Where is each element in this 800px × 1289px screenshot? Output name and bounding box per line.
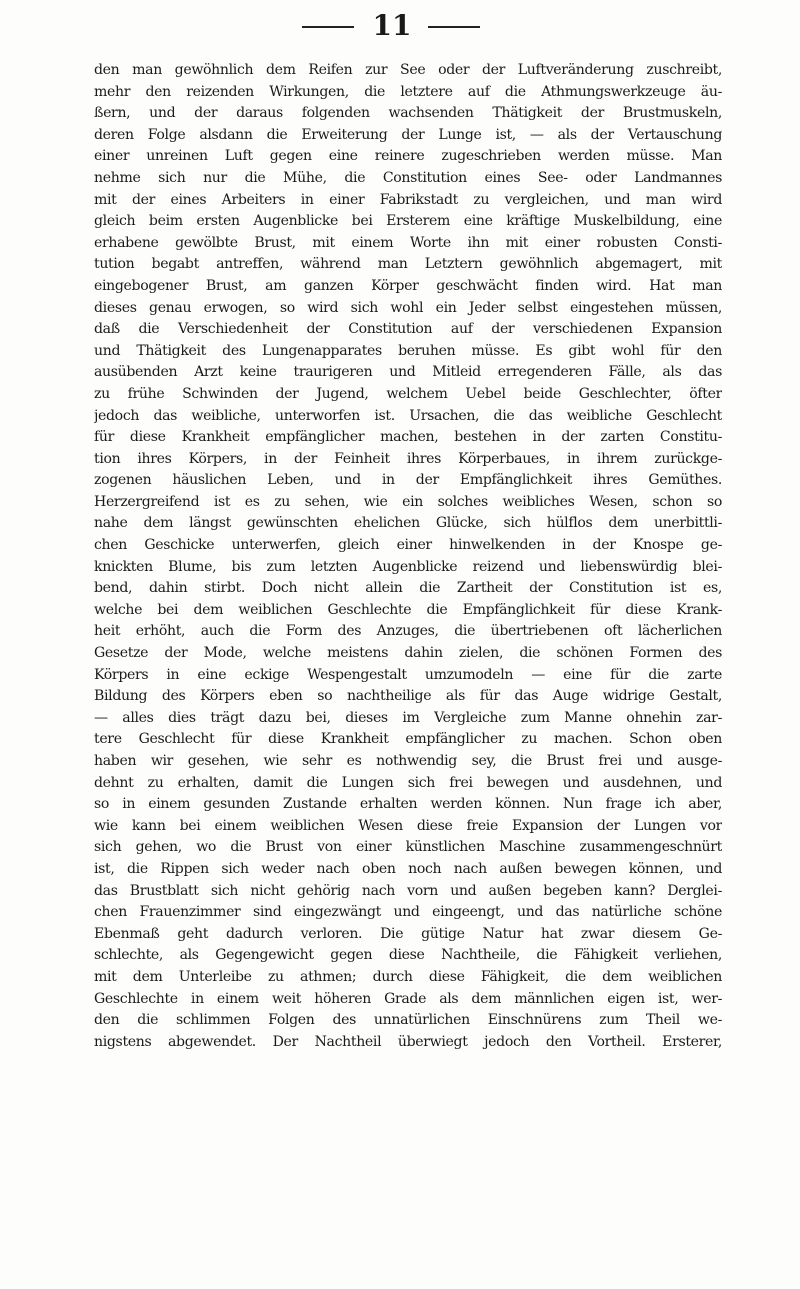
text-line: erhabene gewölbte Brust, mit einem Worte ihn mit einer robusten Consti-: [94, 234, 722, 251]
header-rule-right: [428, 26, 480, 28]
text-line: chen Frauenzimmer sind eingezwängt und eingeengt, und das natürliche schöne: [94, 904, 722, 921]
text-line: sich gehen, wo die Brust von einer künstlichen Maschine zusammengeschnürt: [94, 839, 722, 856]
text-line: Herzergreifend ist es zu sehen, wie ein solches weibliches Wesen, schon so: [94, 493, 722, 510]
text-line: Ebenmaß geht dadurch verloren. Die gütige Natur hat zwar diesem Ge-: [94, 925, 722, 942]
text-line: dehnt zu erhalten, damit die Lungen sich frei bewegen und ausdehnen, und: [94, 774, 722, 791]
text-line: so in einem gesunden Zustande erhalten werden können. Nun frage ich aber,: [94, 796, 722, 813]
text-line: Körpers in eine eckige Wespengestalt umzumodeln — eine für die zarte: [94, 666, 722, 683]
text-line: mehr den reizenden Wirkungen, die letztere auf die Athmungswerkzeuge äu-: [94, 83, 722, 100]
body-text: [94, 60, 722, 1053]
text-line: tion ihres Körpers, in der Feinheit ihres Körperbaues, in ihrem zurückge-: [94, 450, 722, 467]
text-line: schlechte, als Gegengewicht gegen diese Nachtheile, die Fähigkeit verliehen,: [94, 947, 722, 964]
text-line: daß die Verschiedenheit der Constitution auf der verschiedenen Expansion: [94, 321, 722, 338]
text-line: zogenen häuslichen Leben, und in der Empfänglichkeit ihres Gemüthes.: [94, 472, 722, 489]
text-line: für diese Krankheit empfänglicher machen, bestehen in der zarten Constitu-: [94, 429, 722, 446]
text-line: nigstens abgewendet. Der Nachtheil überwiegt jedoch den Vortheil. Ersterer,: [94, 1033, 722, 1050]
text-line: mit der eines Arbeiters in einer Fabrikstadt zu vergleichen, und man wird: [94, 191, 722, 208]
text-line: tere Geschlecht für diese Krankheit empfänglicher zu machen. Schon oben: [94, 731, 722, 748]
text-line: knickten Blume, bis zum letzten Augenblicke reizend und liebenswürdig blei-: [94, 558, 722, 575]
text-line: den man gewöhnlich dem Reifen zur See oder der Luftveränderung zuschreibt,: [94, 62, 722, 78]
text-line: zu frühe Schwinden der Jugend, welchem Uebel beide Geschlechter, öfter: [94, 385, 722, 402]
text-line: und Thätigkeit des Lungenapparates beruhen müsse. Es gibt wohl für den: [94, 342, 722, 359]
text-line: ausübenden Arzt keine traurigeren und Mitleid erregenderen Fälle, als das: [94, 364, 722, 381]
text-line: Gesetze der Mode, welche meistens dahin zielen, die schönen Formen des: [94, 645, 722, 662]
text-line: — alles dies trägt dazu bei, dieses im Vergleiche zum Manne ohnehin zar-: [94, 709, 722, 726]
text-line: dieses genau erwogen, so wird sich wohl ein Jeder selbst eingestehen müssen,: [94, 299, 722, 316]
text-line: tution begabt antreffen, während man Letztern gewöhnlich abgemagert, mit: [94, 256, 722, 273]
text-line: nahe dem längst gewünschten ehelichen Glücke, sich hülflos dem unerbittli-: [94, 515, 722, 532]
text-line: nehme sich nur die Mühe, die Constitution eines See- oder Landmannes: [94, 169, 722, 186]
text-line: das Brustblatt sich nicht gehörig nach vorn und außen begeben kann? Derglei-: [94, 882, 722, 899]
text-line: gleich beim ersten Augenblicke bei Ersterem eine kräftige Muskelbildung, eine: [94, 213, 722, 230]
text-line: Bildung des Körpers eben so nachtheilige als für das Auge widrige Gestalt,: [94, 688, 722, 705]
text-line: Geschlechte in einem weit höheren Grade als dem männlichen eigen ist, wer-: [94, 990, 722, 1007]
text-line: ßern, und der daraus folgenden wachsenden Thätigkeit der Brustmuskeln,: [94, 105, 722, 122]
text-line: heit erhöht, auch die Form des Anzuges, die übertriebenen oft lächerlichen: [94, 623, 722, 640]
page-header: [0, 4, 800, 50]
text-line: einer unreinen Luft gegen eine reinere zugeschrieben werden müsse. Man: [94, 148, 722, 165]
text-line: haben wir gesehen, wie sehr es nothwendig sey, die Brust frei und ausge-: [94, 753, 722, 769]
text-line: mit dem Unterleibe zu athmen; durch diese Fähigkeit, die dem weiblichen: [94, 968, 722, 985]
text-line: wie kann bei einem weiblichen Wesen diese freie Expansion der Lungen vor: [94, 817, 722, 834]
text-line: eingebogener Brust, am ganzen Körper geschwächt finden wird. Hat man: [94, 277, 722, 294]
text-line: bend, dahin stirbt. Doch nicht allein die Zartheit der Constitution ist es,: [94, 580, 722, 597]
text-line: chen Geschicke unterwerfen, gleich einer hinwelkenden in der Knospe ge-: [94, 537, 722, 554]
text-line: welche bei dem weiblichen Geschlechte die Empfänglichkeit für diese Krank-: [94, 601, 722, 618]
text-line: den die schlimmen Folgen des unnatürlichen Einschnürens zum Theil we-: [94, 1012, 722, 1029]
text-line: jedoch das weibliche, unterworfen ist. Ursachen, die das weibliche Geschlecht: [94, 407, 722, 424]
text-line: deren Folge alsdann die Erweiterung der Lunge ist, — als der Vertauschung: [94, 126, 722, 143]
page-number: 11: [372, 9, 412, 42]
header-rule-left: [302, 26, 354, 28]
text-line: ist, die Rippen sich weder nach oben noch nach außen bewegen können, und: [94, 860, 722, 877]
